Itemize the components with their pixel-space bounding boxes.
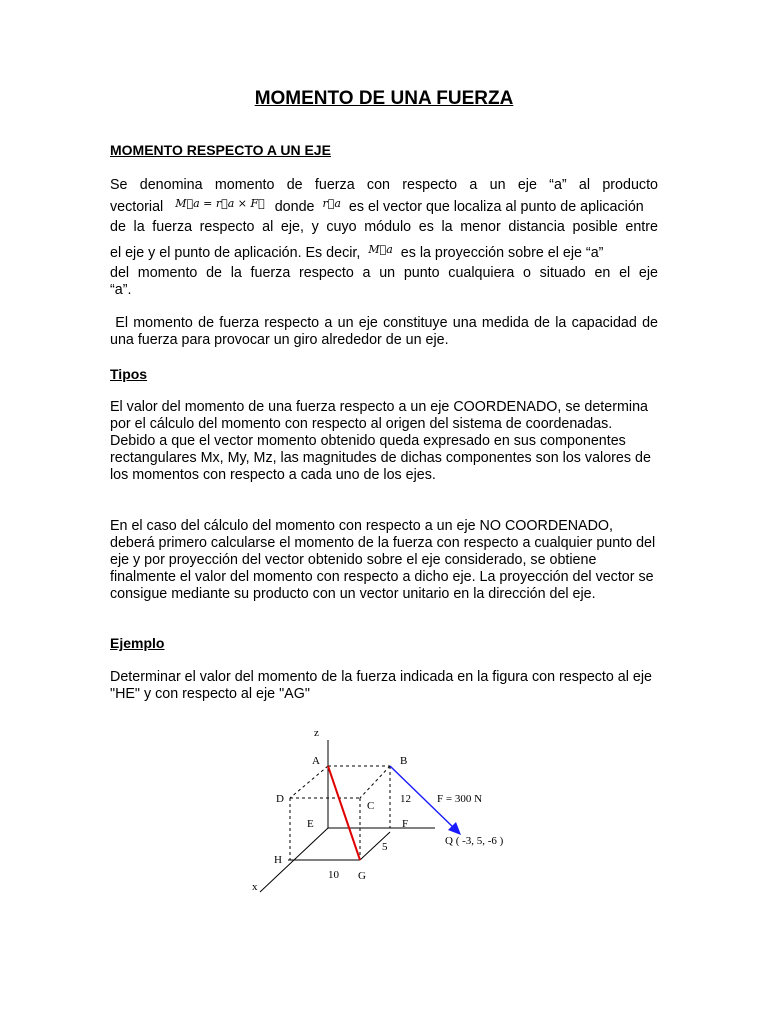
label-force: F = 300 N — [437, 793, 483, 805]
label-a: A — [312, 755, 320, 767]
formula-moment-axis: M⃗a = r⃗a × F⃗ — [175, 197, 265, 210]
vector-ma: M⃗a — [368, 243, 393, 256]
label-e: E — [307, 818, 314, 830]
intro-line-4-a: el eje y el punto de aplicación. Es decir, — [110, 245, 361, 261]
tipos-paragraph-2: En el caso del cálculo del momento con respecto a un eje NO COORDENADO, deberá primero calcularse el momento de la fuerza con respecto a cualquier punto del eje y por proyección del vector obtenido sobre el eje considerado, se obtiene finalmente el valor del momento con respecto a dicho eje. La proyección del vector se consigue mediante su producto con un vector unitario en la dirección del eje. — [110, 518, 656, 602]
label-x: x — [252, 881, 258, 893]
label-dim-12: 12 — [400, 793, 411, 805]
label-d: D — [276, 793, 284, 805]
figure-3d-box — [250, 722, 520, 907]
label-dim-10: 10 — [328, 869, 339, 881]
ejemplo-paragraph: Determinar el valor del momento de la fuerza indicada en la figura con respecto al eje "HE" y con respecto al eje "AG" — [110, 669, 652, 702]
section-heading-tipos: Tipos — [110, 366, 148, 382]
label-z: z — [314, 727, 319, 739]
label-dim-5: 5 — [382, 841, 388, 853]
intro-line-4-b: es la proyección sobre el eje “a” — [400, 245, 604, 261]
intro-line-1: Se denomina momento de fuerza con respecto a un eje “a” al producto — [110, 177, 658, 193]
label-b: B — [400, 755, 408, 767]
intro-line-3: de la fuerza respecto al eje, y cuyo módulo es la menor distancia posible entre — [110, 219, 658, 235]
vector-ra: r⃗a — [322, 197, 341, 210]
intro-line-2-b: donde — [274, 199, 315, 215]
intro-line-6: “a”. — [110, 282, 132, 298]
intro-line-5: del momento de la fuerza respecto a un punto cualquiera o situado en el eje — [110, 265, 658, 281]
figure-svg — [250, 722, 520, 907]
label-point-q: Q ( -3, 5, -6 ) — [445, 835, 504, 847]
section-heading-eje: MOMENTO RESPECTO A UN EJE — [110, 142, 331, 158]
label-h: H — [274, 854, 282, 866]
label-g: G — [358, 870, 366, 882]
section-heading-ejemplo: Ejemplo — [110, 635, 165, 651]
intro-line-2-c: es el vector que localiza al punto de aplicación — [348, 199, 644, 215]
intro-line-4 — [110, 245, 658, 262]
page-title: MOMENTO DE UNA FUERZA — [254, 88, 514, 109]
tipos-paragraph-1: El valor del momento de una fuerza respecto a un eje COORDENADO, se determina por el cálculo del momento con respecto al origen del sistema de coordenadas. Debido a que el vector momento obtenido queda expresado en sus componentes rectangulares Mx, My, Mz, las magnitudes de dichas componentes son los valores de los momentos con respecto a cada uno de los ejes. — [110, 399, 651, 483]
label-f: F — [402, 818, 409, 830]
intro-line-2 — [110, 199, 658, 216]
label-c: C — [367, 800, 375, 812]
intro-paragraph-2: El momento de fuerza respecto a un eje constituye una medida de la capacidad de una fuerza para provocar un giro alrededor de un eje. — [110, 315, 662, 348]
intro-line-2-a: vectorial — [110, 199, 164, 215]
line-ag — [328, 766, 360, 860]
